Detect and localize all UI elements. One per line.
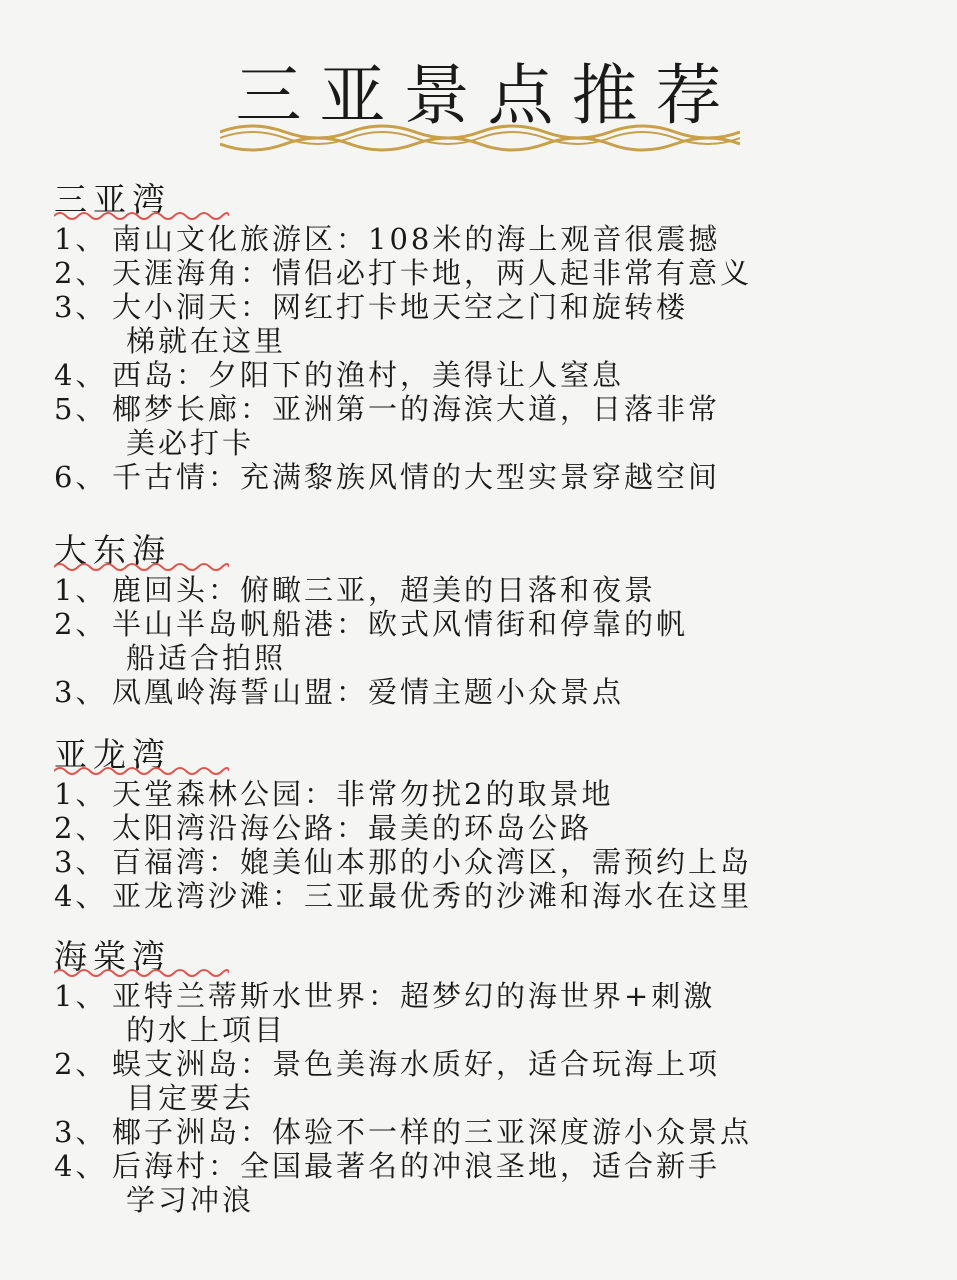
item-text-continuation: 的水上项目 (126, 1013, 287, 1047)
list-item (54, 573, 934, 607)
list-item (54, 290, 934, 358)
list-item (54, 222, 934, 256)
item-text: 半山半岛帆船港：欧式风情街和停靠的帆 (112, 607, 689, 641)
list-item (54, 1149, 934, 1217)
item-number: 3、 (54, 675, 108, 709)
list-item (54, 845, 934, 879)
section-heading-text: 三亚湾 (54, 180, 171, 219)
heading-squiggle-underline (54, 210, 229, 222)
item-number: 2、 (54, 811, 108, 845)
item-number: 1、 (54, 979, 108, 1013)
item-text: 凤凰岭海誓山盟：爱情主题小众景点 (112, 675, 625, 709)
heading-squiggle-underline (54, 967, 229, 979)
item-text: 千古情：充满黎族风情的大型实景穿越空间 (112, 460, 721, 494)
heading-squiggle-underline (54, 561, 229, 573)
section-yalong-bay (54, 735, 934, 913)
attraction-list (54, 222, 934, 494)
item-text: 百福湾：媲美仙本那的小众湾区，需预约上岛 (112, 845, 753, 879)
item-text-continuation: 梯就在这里 (126, 324, 287, 358)
item-text: 大小洞天：网红打卡地天空之门和旋转楼 (112, 290, 689, 324)
attraction-list (54, 573, 934, 709)
section-heading (54, 735, 171, 775)
section-heading-text: 大东海 (54, 531, 171, 570)
item-text-continuation: 目定要去 (126, 1081, 255, 1115)
list-item (54, 979, 934, 1047)
section-heading-text: 亚龙湾 (54, 735, 171, 774)
list-item (54, 777, 934, 811)
section-heading (54, 180, 171, 220)
item-number: 2、 (54, 1047, 108, 1081)
item-text-continuation: 船适合拍照 (126, 641, 287, 675)
list-item (54, 256, 934, 290)
item-text: 椰梦长廊：亚洲第一的海滨大道，日落非常 (112, 392, 721, 426)
item-text: 亚龙湾沙滩：三亚最优秀的沙滩和海水在这里 (112, 879, 753, 913)
section-heading (54, 937, 171, 977)
item-text: 太阳湾沿海公路：最美的环岛公路 (112, 811, 593, 845)
item-text: 南山文化旅游区：108米的海上观音很震撼 (112, 222, 721, 256)
item-number: 3、 (54, 290, 108, 324)
item-number: 5、 (54, 392, 108, 426)
page-title: 三亚景点推荐 (235, 57, 740, 134)
section-heading (54, 531, 171, 571)
item-number: 4、 (54, 879, 108, 913)
list-item (54, 607, 934, 675)
item-text: 天涯海角：情侣必打卡地，两人起非常有意义 (112, 256, 753, 290)
item-text: 亚特兰蒂斯水世界：超梦幻的海世界+刺激 (112, 979, 716, 1013)
attraction-list (54, 979, 934, 1217)
list-item (54, 879, 934, 913)
section-dadonghai (54, 531, 934, 709)
list-item (54, 392, 934, 460)
item-text: 鹿回头：俯瞰三亚，超美的日落和夜景 (112, 573, 657, 607)
item-number: 3、 (54, 845, 108, 879)
item-text-continuation: 学习冲浪 (126, 1183, 255, 1217)
list-item (54, 675, 934, 709)
item-number: 6、 (54, 460, 108, 494)
item-number: 4、 (54, 358, 108, 392)
title-wave-decoration (220, 118, 740, 158)
item-text: 西岛：夕阳下的渔村，美得让人窒息 (112, 358, 625, 392)
item-number: 3、 (54, 1115, 108, 1149)
section-haitang-bay (54, 937, 934, 1217)
item-text-continuation: 美必打卡 (126, 426, 255, 460)
list-item (54, 1115, 934, 1149)
heading-squiggle-underline (54, 765, 229, 777)
section-heading-text: 海棠湾 (54, 937, 171, 976)
list-item (54, 1047, 934, 1115)
item-number: 1、 (54, 777, 108, 811)
list-item (54, 460, 934, 494)
item-text: 蜈支洲岛：景色美海水质好，适合玩海上项 (112, 1047, 721, 1081)
attraction-list (54, 777, 934, 913)
section-sanya-bay (54, 180, 934, 494)
item-number: 2、 (54, 607, 108, 641)
item-number: 1、 (54, 222, 108, 256)
item-text: 后海村：全国最著名的冲浪圣地，适合新手 (112, 1149, 721, 1183)
item-number: 1、 (54, 573, 108, 607)
item-number: 4、 (54, 1149, 108, 1183)
item-text: 天堂森林公园：非常勿扰2的取景地 (112, 777, 614, 811)
item-text: 椰子洲岛：体验不一样的三亚深度游小众景点 (112, 1115, 753, 1149)
item-number: 2、 (54, 256, 108, 290)
list-item (54, 811, 934, 845)
list-item (54, 358, 934, 392)
